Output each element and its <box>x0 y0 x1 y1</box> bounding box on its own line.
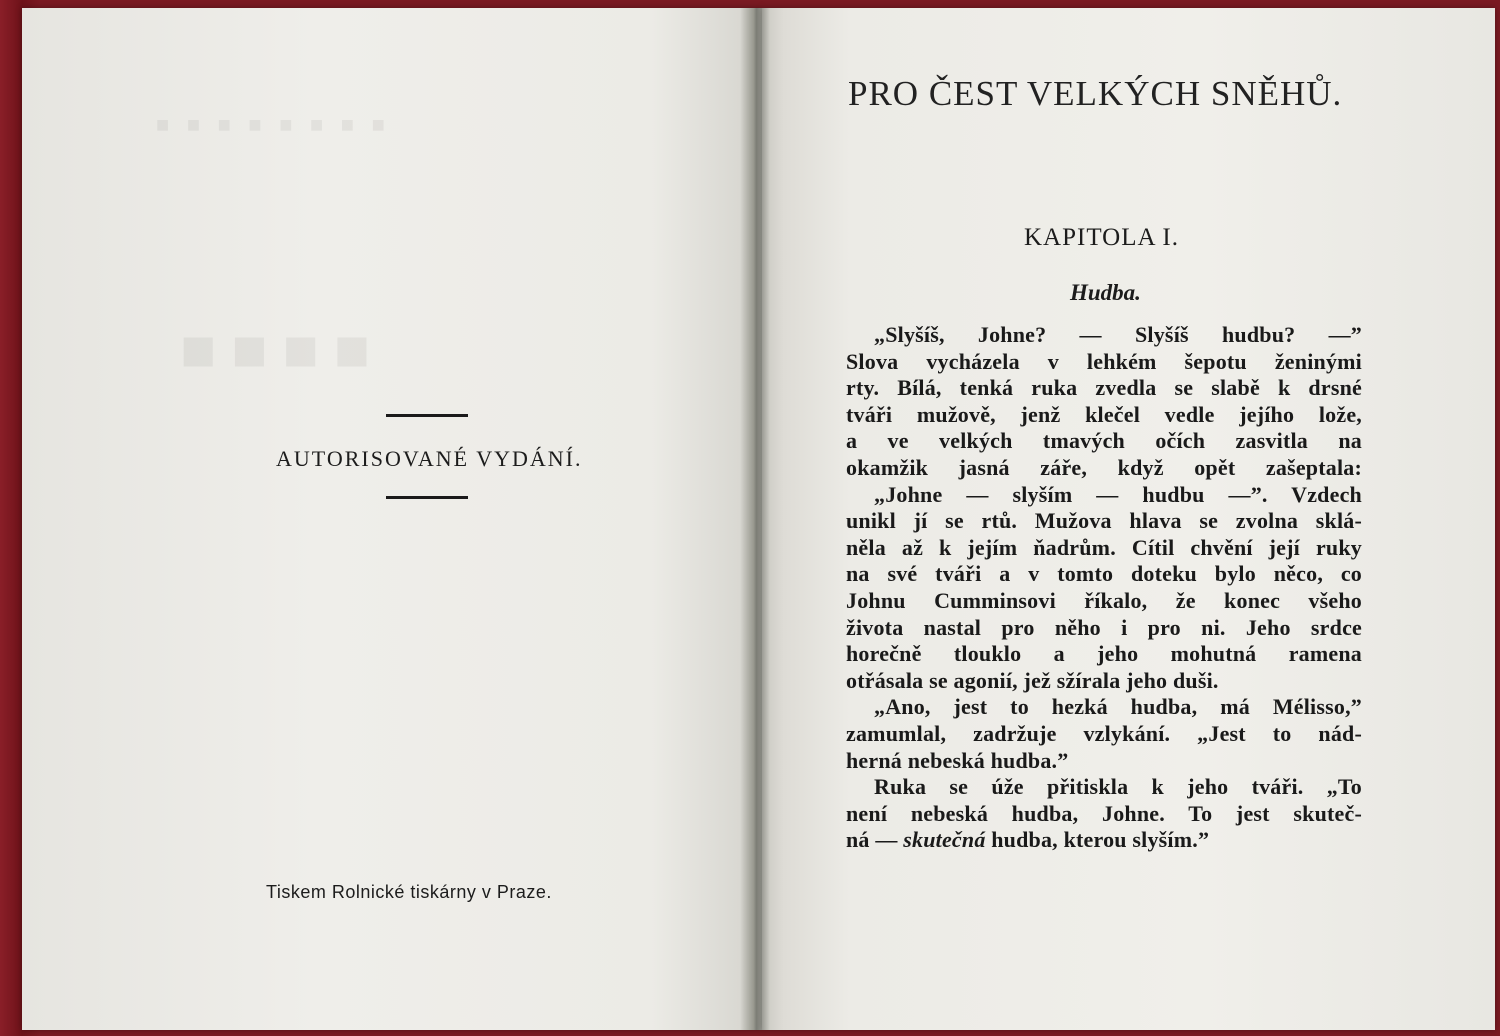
book-title: PRO ČEST VELKÝCH SNĚHŮ. <box>848 74 1343 113</box>
text-line: herná nebeská hudba.” <box>846 747 1069 773</box>
text-line: není nebeská hudba, Johne. To jest skuteč- <box>846 800 1362 826</box>
chapter-text <box>846 322 1362 854</box>
text-line: života nastal pro něho i pro ni. Jeho srdce <box>846 614 1362 640</box>
text-line: „Slyšíš, Johne? — Slyšíš hudbu? —” <box>874 322 1362 347</box>
text-line: otřásala se agonií, jež sžírala jeho duši. <box>846 667 1219 693</box>
printer-line: Tiskem Rolnické tiskárny v Praze. <box>266 882 552 902</box>
text-line: na své tváři a v tomto doteku bylo něco, co <box>846 561 1362 587</box>
chapter-subtitle: Hudba. <box>1070 280 1141 305</box>
text-line: zamumlal, zadržuje vzlykání. „Jest to nád- <box>846 720 1362 746</box>
text-line: Ruka se úže přitiskla k jeho tváři. „To <box>874 774 1362 800</box>
text-line: Slova vycházela v lehkém šepotu ženinými <box>846 348 1362 374</box>
final-line-emphasis: skutečná <box>903 827 986 853</box>
show-through-bleed-middle: ■ ■ ■ ■ <box>180 317 370 383</box>
text-line-final <box>846 827 1362 854</box>
chapter-title: KAPITOLA I. <box>1024 224 1179 251</box>
book-spine-gutter <box>740 8 770 1030</box>
text-line: unikl jí se rtů. Mužova hlava se zvolna sklá- <box>846 508 1362 534</box>
edition-rule-top <box>386 414 468 417</box>
text-line: horečně tlouklo a jeho mohutná ramena <box>846 641 1362 667</box>
text-line: rty. Bílá, tenká ruka zvedla se slabě k drsné <box>846 375 1362 401</box>
show-through-bleed-top: ■ ■ ■ ■ ■ ■ ■ ■ <box>150 112 385 137</box>
text-line: Johnu Cumminsovi říkalo, že konec všeho <box>846 587 1362 613</box>
final-line-start: ná — <box>846 827 904 853</box>
left-page <box>22 8 762 1030</box>
edition-rule-bottom <box>386 496 468 499</box>
final-line-end: hudba, kterou slyším.” <box>985 827 1210 853</box>
text-line: „Johne — slyším — hudbu —”. Vzdech <box>874 481 1362 507</box>
edition-label: AUTORISOVANÉ VYDÁNÍ. <box>276 446 583 471</box>
text-line: a ve velkých tmavých očích zasvitla na <box>846 428 1362 454</box>
text-line: tváři mužově, jenž klečel vedle jejího lože, <box>846 401 1362 427</box>
text-line: okamžik jasná záře, když opět zašeptala: <box>846 454 1362 480</box>
text-line: „Ano, jest to hezká hudba, má Mélisso,” <box>874 694 1362 720</box>
text-line: něla až k jejím ňadrům. Cítil chvění její ruky <box>846 534 1362 560</box>
